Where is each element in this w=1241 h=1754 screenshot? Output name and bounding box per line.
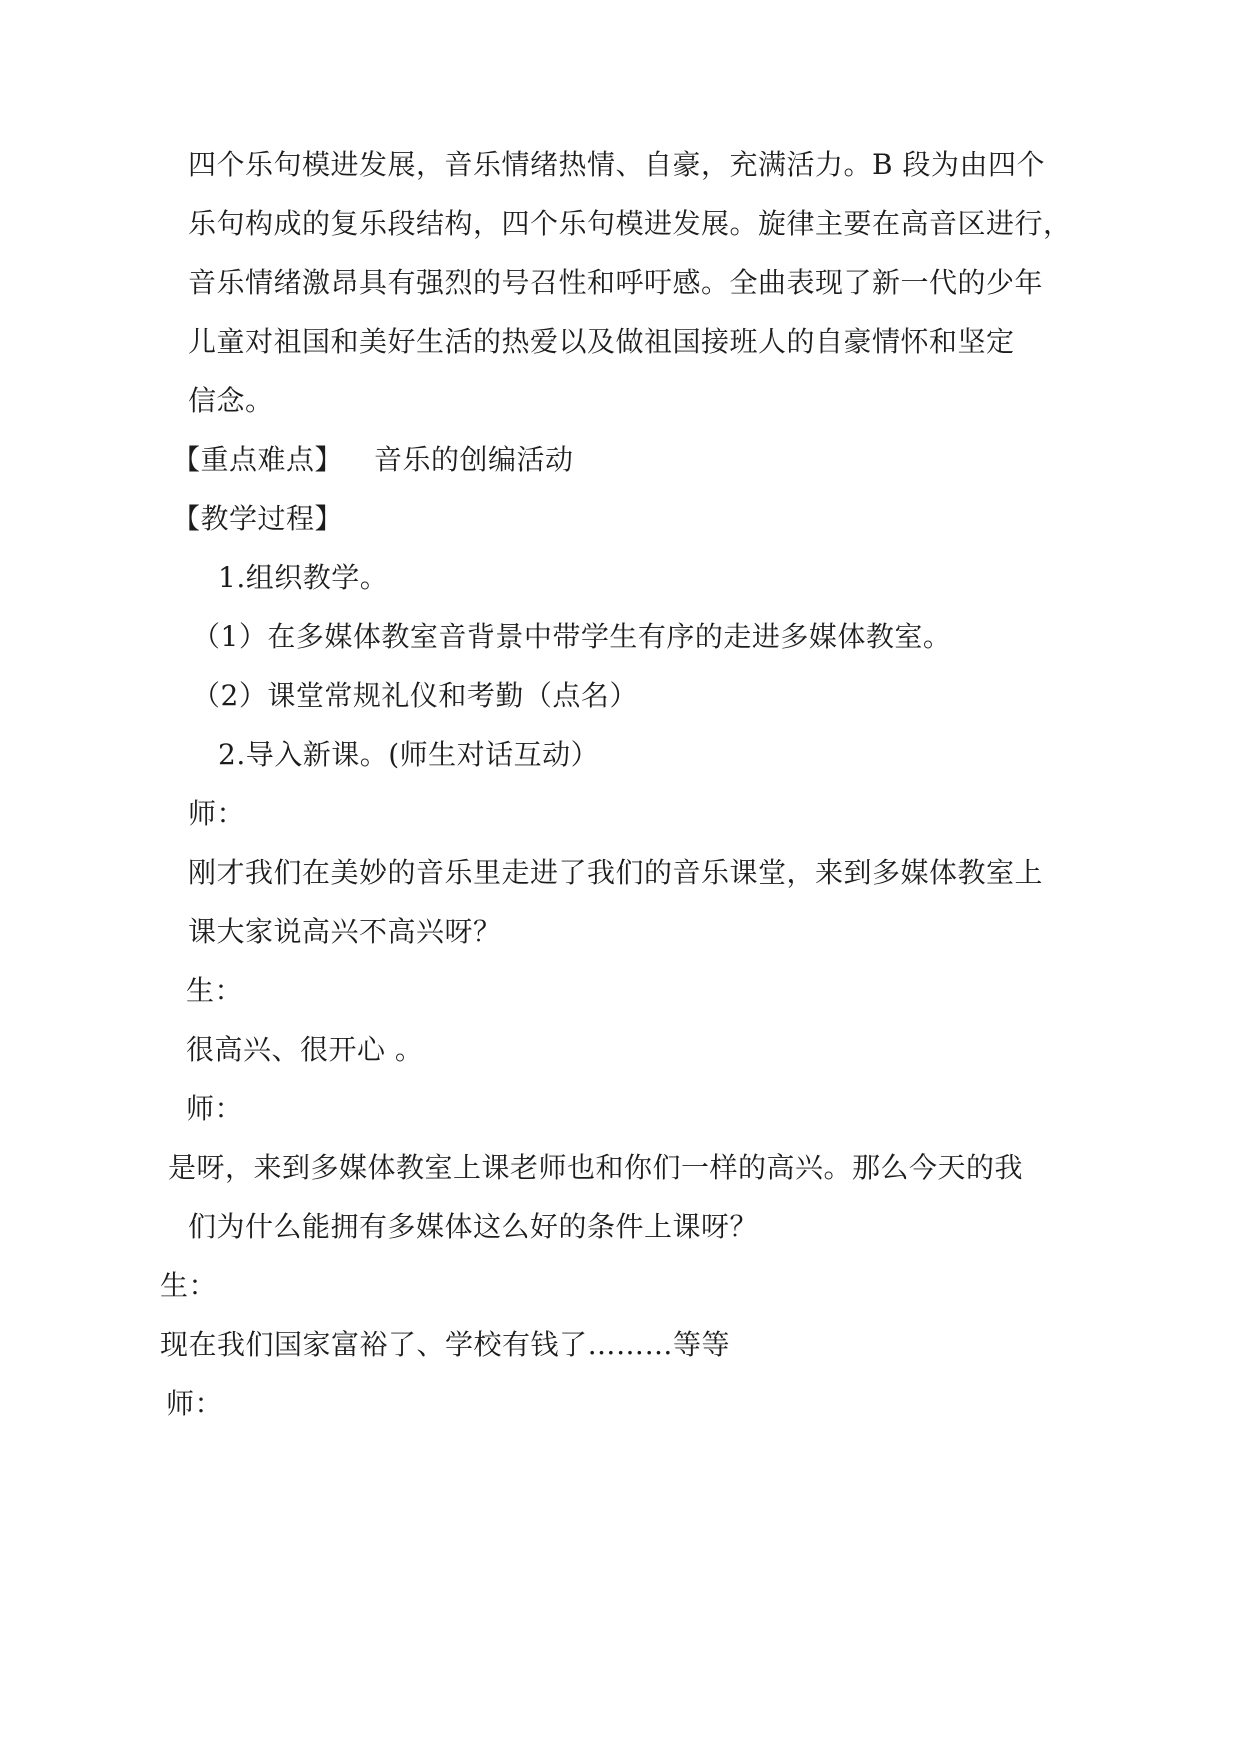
dialogue-line: 很高兴、很开心 。 (186, 1033, 424, 1066)
dialogue-line: 是呀，来到多媒体教室上课老师也和你们一样的高兴。那么今天的我 (168, 1151, 1024, 1184)
paragraph-line: 乐句构成的复乐段结构，四个乐句模进发展。旋律主要在高音区进行， (188, 207, 1072, 240)
key-points-text: 音乐的创编活动 (374, 443, 574, 476)
paragraph-line: 信念。 (188, 384, 274, 417)
speaker-label: 师： (188, 797, 246, 830)
dialogue-line: 现在我们国家富裕了、学校有钱了………等等 (160, 1328, 731, 1361)
step-2-heading: 2.导入新课。(师生对话互动） (218, 738, 600, 771)
speaker-label: 生： (160, 1269, 218, 1302)
step-1-heading: 1.组织教学。 (218, 561, 389, 594)
paragraph-line: 音乐情绪激昂具有强烈的号召性和呼吁感。全曲表现了新一代的少年 (188, 266, 1044, 299)
dialogue-line: 们为什么能拥有多媒体这么好的条件上课呀？ (188, 1210, 759, 1243)
step-1-item-1: （1）在多媒体教室音背景中带学生有序的走进多媒体教室。 (192, 620, 952, 653)
step-1-item-2: （2）课堂常规礼仪和考勤（点名） (192, 679, 638, 712)
key-points-heading: 【重点难点】 (172, 443, 344, 476)
speaker-label: 生： (186, 974, 244, 1007)
dialogue-line: 刚才我们在美妙的音乐里走进了我们的音乐课堂，来到多媒体教室上 (188, 856, 1044, 889)
speaker-label: 师： (166, 1387, 224, 1420)
process-heading: 【教学过程】 (172, 502, 344, 535)
paragraph-line: 四个乐句模进发展，音乐情绪热情、自豪，充满活力。B 段为由四个 (188, 148, 1045, 181)
dialogue-line: 课大家说高兴不高兴呀？ (188, 915, 502, 948)
speaker-label: 师： (186, 1092, 244, 1125)
paragraph-line: 儿童对祖国和美好生活的热爱以及做祖国接班人的自豪情怀和坚定 (188, 325, 1015, 358)
